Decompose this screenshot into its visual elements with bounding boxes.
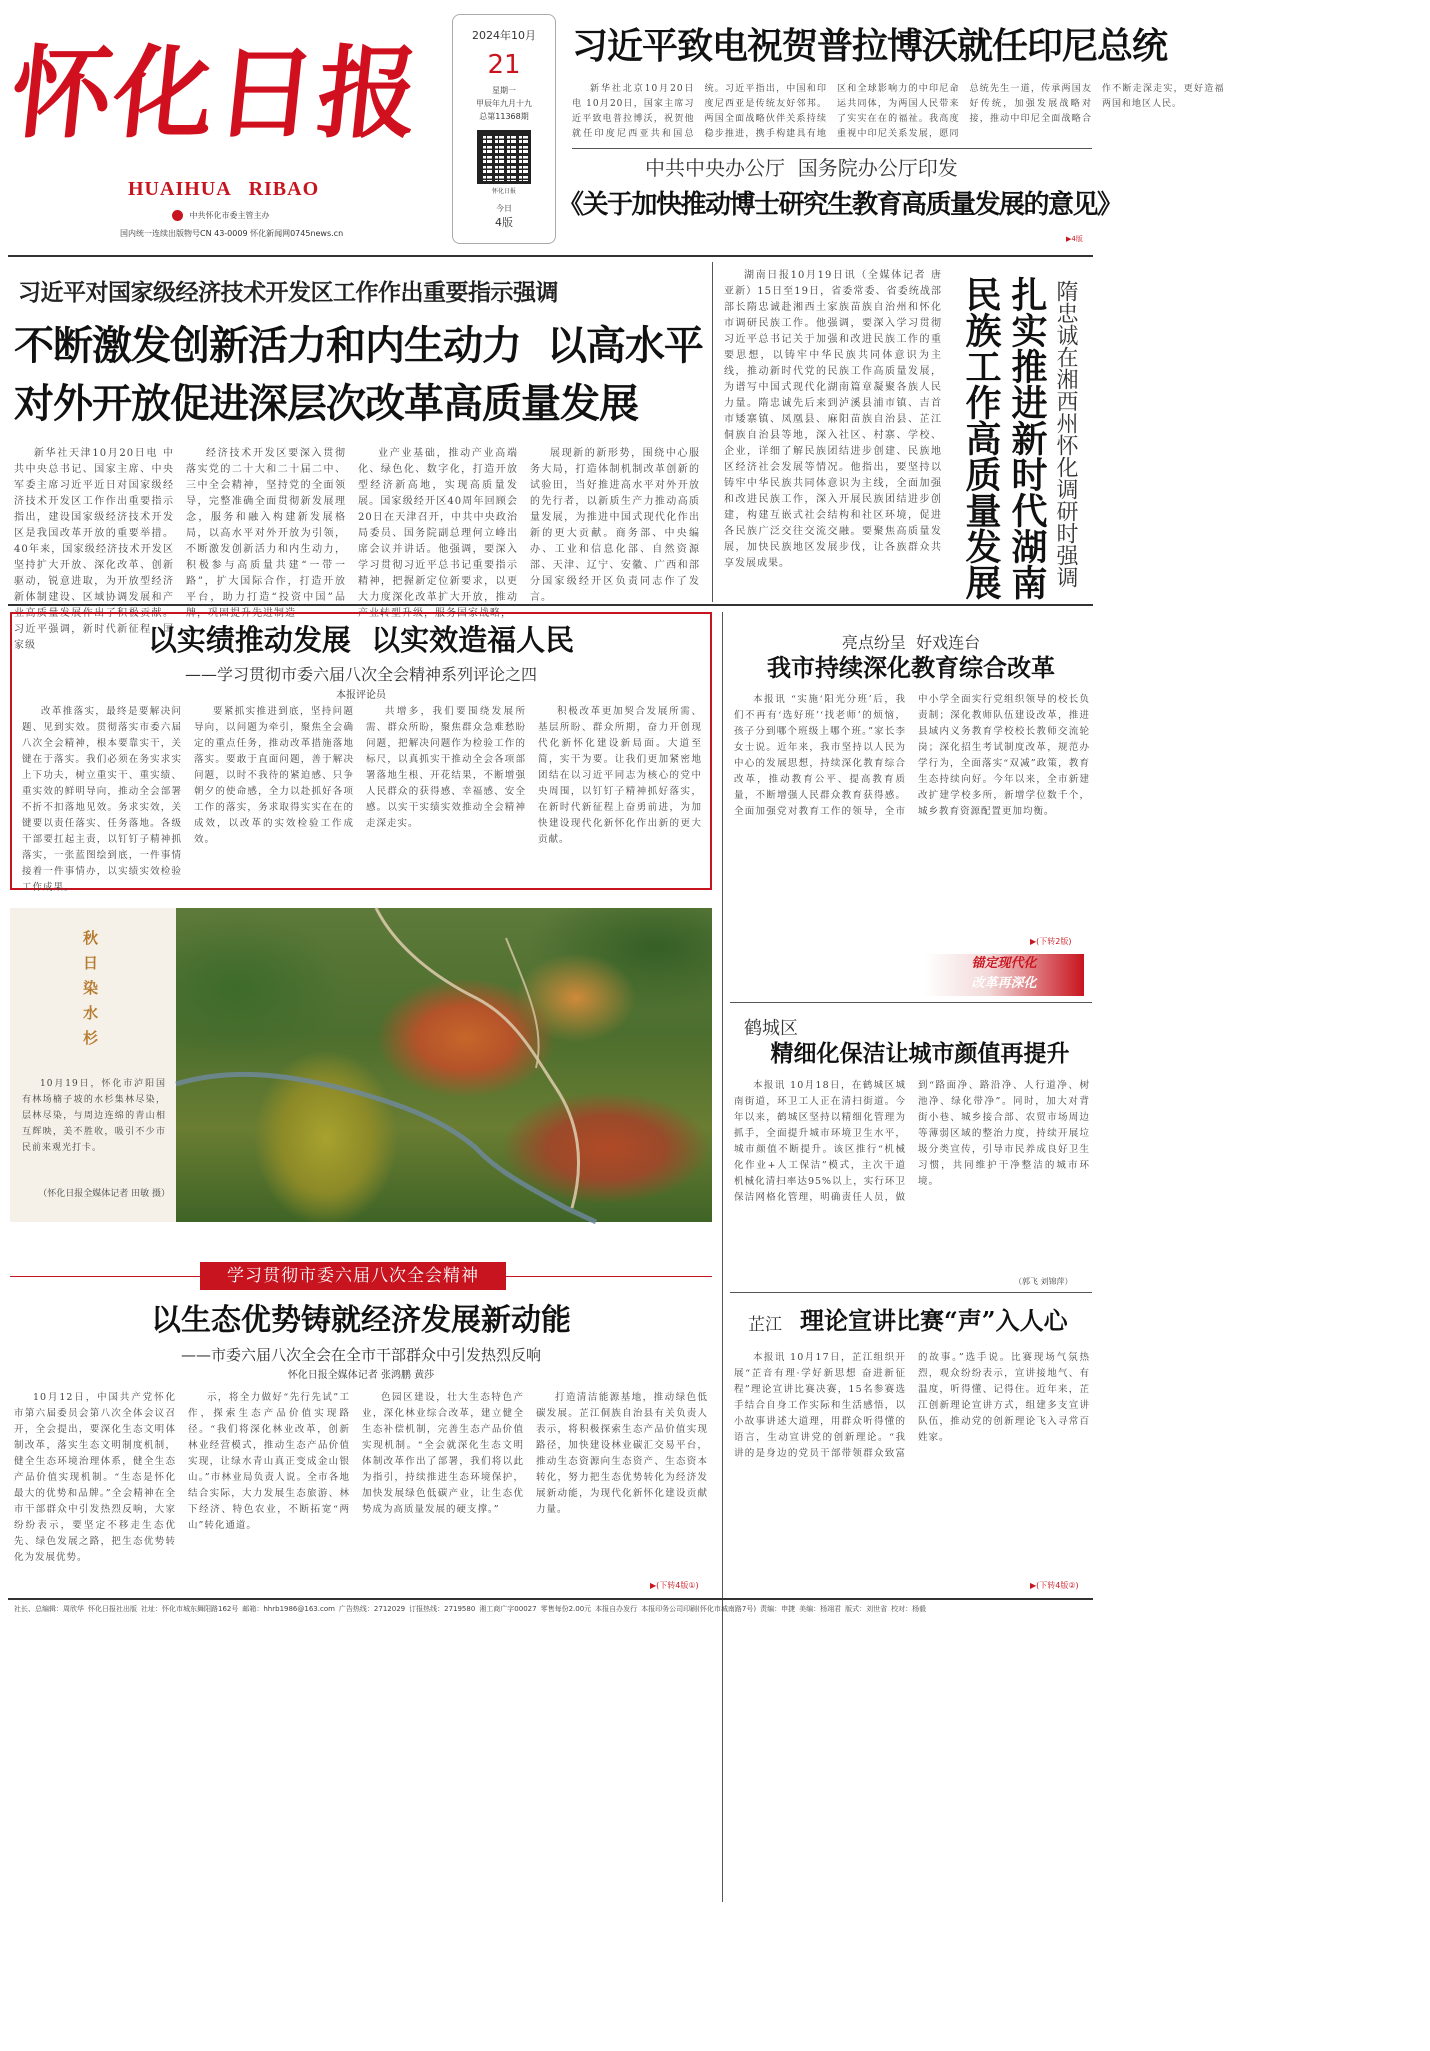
footer-item: 怀化日报社出版 <box>88 1605 137 1613</box>
study-paragraph: 色园区建设，壮大生态特色产业，深化林业综合改革，建立健全生态补偿机制，完善生态产品价值实现机制。“全会就深化生态文明体制改革作出了部署，我们将以此为指引，持续推进生态环境保护，加快发展绿色低碳产业，让生态优势成为高质量发展的硬支撑。” <box>362 1392 524 1515</box>
commentary-column-1 <box>22 704 182 893</box>
study-paragraph: 打造清洁能源基地，推动绿色低碳发展。芷江侗族自治县有关负责人表示，将积极探索生态产品价值实现路径，加快建设林业碳汇交易平台，推动生态资源向生态资产、生态资本转化，努力把生态优势转化为经济发展新动能，为现代化新怀化建设贡献力量。 <box>536 1392 708 1515</box>
sponsor-emblem-icon <box>172 210 183 221</box>
lead-headline-line1: 不断激发创新活力和内生动力 以高水平 <box>14 323 703 369</box>
masthead-sponsor <box>172 210 270 221</box>
study-paragraph: 示，将全力做好“先行先试”工作，探索生态产品价值实现路径。“我们将深化林业改革，创新林业经营模式，推动生态产品价值实现，让绿水青山真正变成金山银山。”市林业局负责人说。全市各地结合实际，大力发展生态旅游、林下经济、特色农业，不断拓宽“两山”转化通道。 <box>188 1392 350 1531</box>
study-byline: 怀化日报全媒体记者 张鸿鹏 黄莎 <box>287 1370 435 1381</box>
zhijiang-jump[interactable]: ▶(下转4版②) <box>1030 1581 1079 1590</box>
commentary-paragraph: 改革推落实，最终是要解决问题、见到实效。贯彻落实市委六届八次全会精神，根本要靠实干，关键在于落实。我们必须在务实求实上下功夫，树立重实干、重实绩、重实效的鲜明导向，推动全会部署不折不扣落地见效。务求实效，关键要以责任落实、任务落地。各级干部要扛起主责，以钉钉子精神抓落实，一张蓝图绘到底，一件事情接着一件事情办，以实绩实效检验工作成果。 <box>22 706 182 893</box>
study-subhead: ——市委六届八次全会在全市干部群众中引发热烈反响 <box>180 1346 541 1364</box>
study-column-2 <box>188 1390 350 1590</box>
hecheng-overline: 鹤城区 <box>744 1018 798 1039</box>
lead-paragraph: 展现新的新形势，围绕中心服务大局，打造体制机制改革创新的试验田，当好推进高水平对外开放的先行者，以新质生产力推动高质量发展，为推进中国式现代化作出新的更大贡献。商务部、中央编办、工业和信息化部、自然资源部、天津、辽宁、安徽、广西和部分国家级经开区负责同志作了发言。 <box>530 448 700 603</box>
photo-caption-text: 10月19日，怀化市泸阳国有林场楠子坡的水杉集林尽染，层林尽染，与周边连绵的青山相互辉映，美不胜收，吸引不少市民前来观光打卡。 <box>22 1079 166 1153</box>
top-story-paragraph: 新华社北京10月20日电 10月20日，国家主席习近平致电普拉博沃，祝贺他就任印度尼西亚共和国总统。习近平指出，中国和印度尼西亚是传统友好邻邦。两国全面战略伙伴关系持续稳步推进，携手构建具有地区和全球影响力的中印尼命运共同体，为两国人民带来了实实在在的福祉。我高度重视中印尼关系发展，愿同总统先生一道，传承两国友好传统，加强发展战略对接，推动中印尼全面战略合作不断走深走实，更好造福两国和地区人民。 <box>572 84 1225 139</box>
footer-item: 版式：刘世省 <box>845 1605 888 1613</box>
footer-item: 湘工商广字00027 <box>479 1605 537 1613</box>
zhijiang-body <box>734 1350 1090 1582</box>
hecheng-headline: 精细化保洁让城市颜值再提升 <box>770 1040 1070 1067</box>
masthead-issn: 国内统一连续出版物号CN 43-0009 怀化新闻网0745news.cn <box>120 229 344 238</box>
commentary-subhead: ——学习贯彻市委六届八次全会精神系列评论之四 <box>184 665 537 684</box>
sponsor-text: 中共怀化市委主管主办 <box>189 211 270 220</box>
hecheng-body <box>734 1078 1090 1280</box>
commentary-column-4 <box>538 704 702 880</box>
study-column-3 <box>362 1390 524 1590</box>
side-headline-line1: 扎实推进新时代湖南 <box>1006 276 1047 600</box>
reform-badge-line2: 改革再深化 <box>971 976 1037 991</box>
date-issue: 总第11368期 <box>479 112 529 121</box>
zhijiang-overline: 芷江 <box>748 1315 782 1335</box>
photo-image <box>176 908 712 1222</box>
lead-paragraph: 业产业基础，推动产业高端化、绿色化、数字化，打造开放型经济新高地，实现高质量发展。国家级经开区40周年回顾会20日在天津召开，中共中央政治局委员、国务院副总理何立峰出席会议并讲话。他强调，要深入学习贯彻习近平总书记重要指示精神，把握新定位新要求，以更大力度深化改革扩大开放，推动产业转型升级，服务国家战略， <box>358 448 518 619</box>
date-weekday: 星期一 <box>492 86 516 95</box>
date-day: 21 <box>487 50 521 80</box>
photo-road <box>376 908 579 1208</box>
lead-column-3 <box>358 446 518 619</box>
policy-headline: 《关于加快推动博士研究生教育高质量发展的意见》 <box>558 190 1122 220</box>
footer-item: 订报热线：2719580 <box>409 1605 476 1613</box>
reform-badge-line1: 锚定现代化 <box>971 956 1037 971</box>
lead-column-4 <box>530 446 700 603</box>
masthead-logo-text: 怀化日报 <box>5 34 427 152</box>
footer-item: 本报印务公司印刷(怀化市城南路7号) <box>641 1605 757 1613</box>
masthead-logo <box>5 18 432 168</box>
footer-item: 美编：杨翊君 <box>799 1605 842 1613</box>
footer-item: 社长、总编辑：周欣华 <box>14 1605 84 1613</box>
study-banner: 学习贯彻市委六届八次全会精神 <box>200 1262 506 1290</box>
photo-caption-title: 秋日染水杉 <box>81 930 99 1055</box>
side-column-body <box>724 268 942 602</box>
date-box <box>452 14 556 244</box>
side-headline-line2: 民族工作高质量发展 <box>960 276 1001 600</box>
study-column-4 <box>536 1390 708 1576</box>
lead-paragraph: 新华社天津10月20日电 中共中央总书记、国家主席、中央军委主席习近平近日对国家级经济技术开发区工作作出重要指示指出，建设国家级经济技术开发区是我国改革开放的重要举措。40年来，国家级经济技术开发区坚持扩大开放、深化改革、创新驱动，锐意进取，为开放型经济新体制建设、区域协调发展和产业高质量发展作出了积极贡献。习近平强调，新时代新征程，国家级 <box>14 448 174 651</box>
photo-credit: （怀化日报全媒体记者 田敏 摄） <box>38 1189 170 1199</box>
hecheng-paragraph: 本报讯 10月18日，在鹤城区城南街道，环卫工人正在清扫街道。今年以来，鹤城区坚持以精细化管理为抓手，全面提升城市环境卫生水平，城市颜值不断提升。该区推行“机械化作业+人工保洁”模式，主次干道机械化清扫率达95%以上，实行环卫保洁网格化管理，明确责任人员，做到“路面净、路沿净、人行道净、树池净、绿化带净”。同时，加大对背街小巷、城乡接合部、农贸市场周边等薄弱区域的整治力度，持续开展垃圾分类宣传，引导市民养成良好卫生习惯，共同维护干净整洁的城市环境。 <box>734 1080 1090 1203</box>
lead-headline-line2: 对外开放促进深层次改革高质量发展 <box>14 381 638 427</box>
lead-column-1 <box>14 446 174 651</box>
education-overline: 亮点纷呈 好戏连台 <box>841 633 981 652</box>
footer-item: 广告热线：2712029 <box>338 1605 406 1613</box>
lead-column-2 <box>186 446 346 619</box>
policy-jump[interactable]: ▶4版 <box>1066 235 1083 243</box>
zhijiang-headline: 理论宣讲比赛“声”入人心 <box>800 1306 1068 1335</box>
date-year-month: 2024年10月 <box>472 29 536 42</box>
footer-item: 社址：怀化市城东舞阳路162号 <box>141 1605 239 1613</box>
qr-code-icon <box>477 130 531 184</box>
pages-count: 4版 <box>495 216 513 229</box>
footer-item: 本报自办发行 <box>595 1605 638 1613</box>
commentary-column-2 <box>194 704 354 880</box>
footer-item: 校对：杨毅 <box>891 1605 927 1613</box>
top-story-headline: 习近平致电祝贺普拉博沃就任印尼总统 <box>572 26 1168 67</box>
study-jump[interactable]: ▶(下转4版①) <box>650 1581 699 1590</box>
study-headline: 以生态优势铸就经济发展新动能 <box>151 1303 571 1338</box>
education-headline: 我市持续深化教育综合改革 <box>767 653 1055 682</box>
footer-item: 零售每份2.00元 <box>540 1605 592 1613</box>
study-column-1 <box>14 1390 176 1590</box>
commentary-column-3 <box>366 704 526 880</box>
photo-scene <box>176 908 712 1222</box>
commentary-author: 本报评论员 <box>336 690 386 701</box>
education-paragraph: 本报讯 “实施‘阳光分班’后，我们不再有‘选好班’‘找老师’的烦恼，孩子分到哪个班级上哪个班。”家长李女士说。近年来，我市坚持以人民为中心的发展思想，持续深化教育综合改革，推动教育公平、提高教育质量，不断增强人民群众教育获得感。全面加强党对教育工作的领导，全市中小学全面实行党组织领导的校长负责制；深化教师队伍建设改革，推进县域内义务教育学校校长教师交流轮岗；深化招生考试制度改革，规范办学行为，全面落实“双减”政策，教育生态持续向好。今年以来，全市新建改扩建学校多所，新增学位数千个，城乡教育资源配置更加均衡。 <box>734 694 1090 817</box>
lead-overline: 习近平对国家级经济技术开发区工作作出重要指示强调 <box>18 280 558 306</box>
study-paragraph: 10月12日，中国共产党怀化市第六届委员会第八次全体会议召开，全会提出，要深化生态文明体制改革，落实生态文明制度机制，健全生态环境治理体系，健全生态产品价值实现机制。“生态是怀化最大的优势和品牌。”全会精神在全市干部群众中引发热烈反响，大家纷纷表示，要坚定不移走生态优先、绿色发展之路，把生态优势转化为发展优势。 <box>14 1392 176 1563</box>
photo-road-2 <box>506 938 539 1068</box>
masthead-pinyin: HUAIHUA RIBAO <box>128 178 320 200</box>
commentary-paragraph: 共增多，我们要围绕发展所需、群众所盼，聚焦群众急难愁盼问题，把解决问题作为检验工作的标尺，以真抓实干推动全会各项部署落地生根、开花结果，不断增强人民群众的获得感、幸福感、安全感。以实干实绩实效推动全会精神走深走实。 <box>366 706 526 829</box>
qr-label: 怀化日报 <box>491 188 516 195</box>
photo-river <box>176 1074 596 1222</box>
hecheng-credit: （郭飞 刘锦萍） <box>1014 1277 1073 1286</box>
footer-item: 邮箱：hhrb1986@163.com <box>242 1605 335 1613</box>
top-story-body <box>572 82 1225 144</box>
policy-overline: 中共中央办公厅 国务院办公厅印发 <box>645 156 958 180</box>
photo-caption-body <box>22 1076 166 1172</box>
pages-label: 今日 <box>496 204 512 213</box>
footer-item: 责编：申捷 <box>760 1605 796 1613</box>
date-lunar: 甲辰年九月十九 <box>476 99 532 108</box>
education-jump[interactable]: ▶(下转2版) <box>1030 937 1072 946</box>
lead-paragraph: 经济技术开发区要深入贯彻落实党的二十大和二十届二中、三中全会精神，坚持党的全面领导，完整准确全面贯彻新发展理念，服务和融入构建新发展格局，以高水平对外开放为引领，不断激发创新活力和内生动力，积极参与高质量共建“一带一路”，扩大国际合作，打造开放平台，助力打造“投资中国”品牌，巩固提升先进制造 <box>186 448 346 619</box>
commentary-headline: 以实绩推动发展 以实效造福人民 <box>147 623 575 657</box>
reform-badge <box>924 954 1084 996</box>
side-paragraph: 湖南日报10月19日讯（全媒体记者 唐亚新）15日至19日，省委常委、省委统战部部长隋忠诚赴湘西土家族苗族自治州和怀化市调研民族工作。他强调，要深入学习贯彻习近平总书记关于加强和改进民族工作的重要思想，以铸牢中华民族共同体意识为主线，推动新时代党的民族工作高质量发展，为谱写中国式现代化湖南篇章凝聚各族人民力量。隋忠诚先后来到泸溪县浦市镇、吉首市矮寨镇、凤凰县、麻阳苗族自治县、芷江侗族自治县等地，深入社区、村寨、学校、企业，详细了解民族团结进步创建、民族地区经济社会发展等情况。他指出，要坚持以铸牢中华民族共同体意识为主线，全面加强和改进民族工作，深入开展民族团结进步创建，构建互嵌式社会结构和社区环境，促进各民族广泛交往交流交融。要聚焦高质量发展，加快民族地区发展步伐，让各族群众共享发展成果。 <box>724 270 942 569</box>
footer-bar <box>14 1604 1094 1614</box>
commentary-paragraph: 要紧抓实推进到底，坚持问题导向，以问题为牵引，聚焦全会确定的重点任务，推动改革措施落地落实。要敢于直面问题，善于解决问题，以时不我待的紧迫感、只争朝夕的使命感，全力以赴抓好各项工作的落实，务求取得实实在在的成效，以改革的实效检验工作成效。 <box>194 706 354 845</box>
zhijiang-paragraph: 本报讯 10月17日，芷江组织开展“芷音有理·学好新思想 奋进新征程”理论宣讲比赛决赛，15名参赛选手结合自身工作实际和生活感悟，以小故事讲述大道理，用群众听得懂的语言，生动宣讲党的创新理论。“我讲的是身边的党员干部带领群众致富的故事。”选手说。比赛现场气氛热烈，观众纷纷表示，宣讲接地气、有温度，听得懂、记得住。近年来，芷江创新理论宣讲方式，组建多支宣讲队伍，推动党的创新理论飞入寻常百姓家。 <box>734 1352 1090 1459</box>
commentary-paragraph: 积极改革更加契合发展所需、基层所盼、群众所期，奋力开创现代化新怀化建设新局面。大道至简，实干为要。让我们更加紧密地团结在以习近平同志为核心的党中央周围，以钉钉子精神抓好落实，在新时代新征程上奋勇前进，为加快建设现代化新怀化作出新的更大贡献。 <box>538 706 702 845</box>
side-kicker: 隋忠诚在湘西州怀化调研时强调 <box>1053 280 1078 588</box>
